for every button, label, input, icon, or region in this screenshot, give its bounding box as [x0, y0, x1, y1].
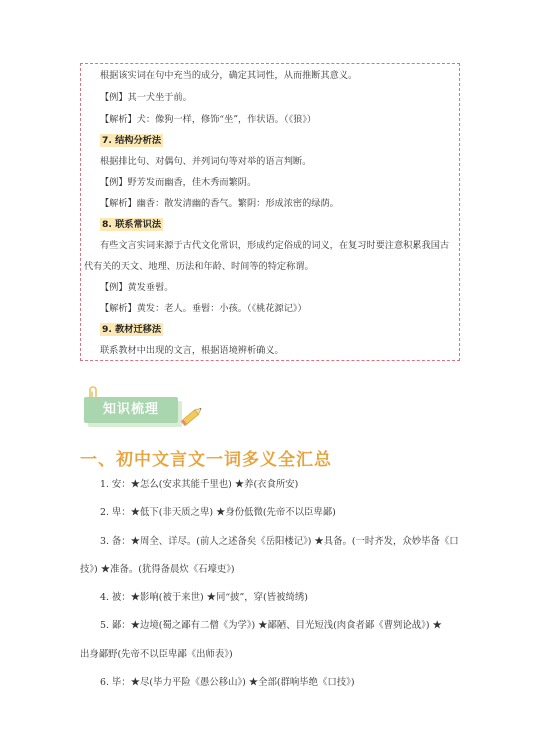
box-line: 根据排比句、对偶句、并列词句等对举的语言判断。	[100, 156, 312, 167]
box-line: 【例】黄发垂髫。	[100, 282, 174, 293]
entry-line: 6. 毕：★尽(毕力平险《愚公移山》) ★全部(群响毕绝《口技》)	[100, 677, 355, 688]
section-tag-label: 知识梳理	[102, 402, 159, 417]
box-line: 代有关的天文、地理、历法和年龄、时间等的特定称谓。	[84, 261, 314, 272]
entry-line: 1. 安：★怎么(安求其能千里也) ★养(衣食所安)	[100, 479, 299, 490]
section-tag	[84, 397, 182, 427]
box-line: 联系教材中出现的文言，根据语境辨析确义。	[100, 345, 284, 356]
box-line: 有些文言实词来源于古代文化常识，形成约定俗成的词义，在复习时要注意积累我国古	[100, 240, 450, 251]
page-title: 一、初中文言文一词多义全汇总	[80, 450, 332, 470]
method-heading-8: 8. 联系常识法	[102, 219, 162, 230]
entry-line: 5. 鄙：★边境(蜀之鄙有二僧《为学》) ★鄙陋、目光短浅(肉食者鄙《曹刿论战》) ★	[100, 620, 442, 631]
entry-line: 出身鄙野(先帝不以臣卑鄙《出师表》)	[80, 649, 233, 660]
method-box	[80, 63, 460, 361]
pencil-icon	[178, 403, 206, 429]
box-line: 【解析】幽香：散发清幽的香气。繁阴：形成浓密的绿荫。	[100, 198, 339, 209]
entry-line: 4. 被：★影响(被于来世) ★同“披”，穿(皆被绮绣)	[100, 592, 308, 603]
entry-line: 3. 备：★周全、详尽。(前人之述备矣《岳阳楼记》) ★具备。(一时齐发，众妙毕备《口	[100, 536, 459, 547]
box-line: 【例】其一犬坐于前。	[100, 92, 192, 103]
method-heading-9: 9. 教材迁移法	[102, 324, 162, 335]
box-line: 【解析】犬：像狗一样，修饰“坐”，作状语。（《狼》）	[100, 114, 317, 125]
method-heading-7: 7. 结构分析法	[102, 135, 162, 146]
entry-line: 2. 卑：★低下(非天质之卑) ★身份低微(先帝不以臣卑鄙)	[100, 507, 336, 518]
box-line: 【解析】黄发：老人。垂髫：小孩。（《桃花源记》）	[100, 303, 307, 314]
entry-line: 技》) ★准备。(犹得备晨炊《石壕吏》)	[80, 564, 235, 575]
box-line: 【例】野芳发而幽香，佳木秀而繁阴。	[100, 177, 257, 188]
box-line: 根据该实词在句中充当的成分，确定其词性，从而推断其意义。	[100, 70, 358, 81]
